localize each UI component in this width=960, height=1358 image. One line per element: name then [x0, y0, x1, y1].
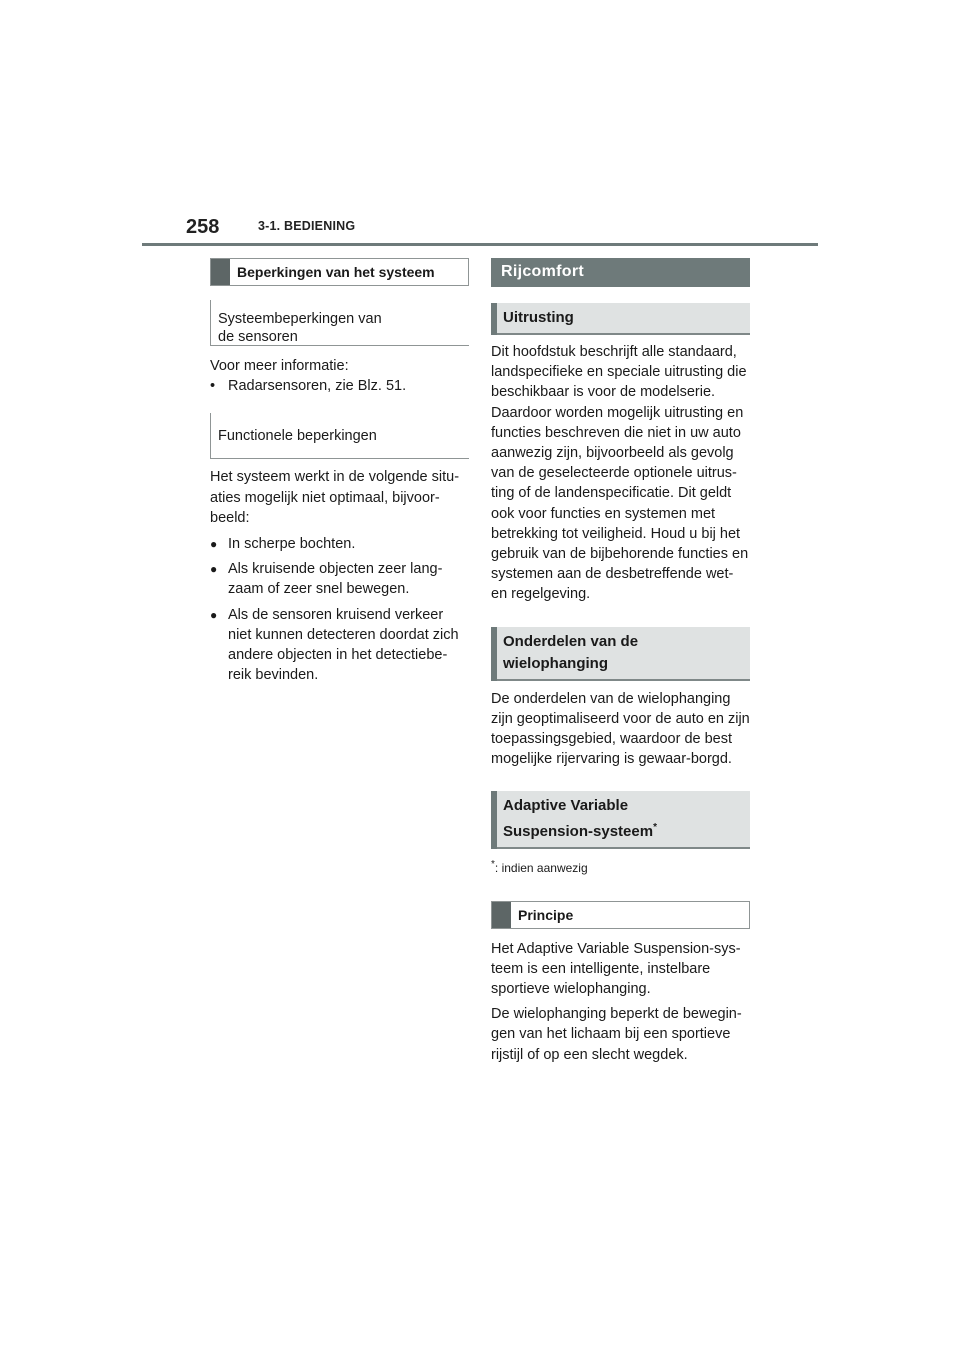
footnote: *: indien aanwezig	[491, 859, 588, 876]
bullet-circle-icon: ●	[210, 607, 218, 622]
bullet-circle-icon: ●	[210, 562, 218, 577]
chapter-title: 3-1. BEDIENING	[258, 219, 356, 233]
info-intro: Voor meer informatie:	[210, 358, 349, 374]
principle-paragraph-2: De wielophanging beperkt de bewegin-gen van het lichaam bij een sportieve rijstijl of op een slecht wegdek.	[491, 1006, 742, 1063]
footnote-marker: *	[653, 822, 657, 834]
heading-avs-system: Adaptive Variable Suspension-systeem*	[491, 791, 750, 849]
heading-suspension-parts: Onderdelen van de wielophanging	[491, 627, 750, 681]
box-heading-principle: Principe	[491, 901, 750, 929]
left-column	[210, 258, 469, 685]
bullet-circle-icon: ●	[210, 537, 218, 552]
subheading-sensor-limits: Systeembeperkingen van de sensoren	[210, 300, 469, 346]
info-list-item: • Radarsensoren, zie Blz. 51.	[210, 376, 469, 396]
equipment-paragraph: Dit hoofdstuk beschrijft alle standaard, landspecifieke en speciale uitrusting die beschikbaar is voor de modelserie. Daardoor worden mogelijk uitrusting en functies beschreven die niet in uw auto aanwezig zijn, bijvoorbeeld als gevolg van de geselecteerde optionele uitrus-ting of de landenspecificatie. Dit geldt ook voor functies en systemen met betrekking tot veiligheid. Houd u bij het gebruik van de bijbehorende functies en systemen aan de desbetreffende wet- en regelgeving.	[491, 344, 749, 603]
list-item: ● In scherpe bochten.	[210, 534, 469, 554]
subheading-functional-limits: Functionele beperkingen	[210, 413, 469, 459]
box-heading-limitations: Beperkingen van het systeem	[210, 258, 469, 286]
page-number: 258	[186, 216, 220, 238]
limitations-paragraph: Het systeem werkt in de volgende situ-aties mogelijk niet optimaal, bijvoor-beeld:	[210, 469, 460, 526]
list-item: ● Als de sensoren kruisend verkeer niet kunnen detecteren doordat zich andere objecten in het detectiebe-reik bevinden.	[210, 605, 469, 686]
principle-paragraph-1: Het Adaptive Variable Suspension-sys-teem is een intelligente, instelbare sportieve wielophanging.	[491, 940, 741, 998]
right-column	[491, 258, 750, 1065]
header-rule	[142, 243, 818, 246]
list-item: ● Als kruisende objecten zeer lang-zaam of zeer snel bewegen.	[210, 559, 469, 599]
heading-equipment: Uitrusting	[491, 303, 750, 335]
section-title: Rijcomfort	[491, 258, 750, 287]
suspension-paragraph: De onderdelen van de wielophanging zijn geoptimaliseerd voor de auto en zijn toepassingsgebied, waardoor de best mogelijke rijervaring is gewaar-borgd.	[491, 690, 750, 768]
bullet-dot-icon: •	[210, 378, 216, 395]
